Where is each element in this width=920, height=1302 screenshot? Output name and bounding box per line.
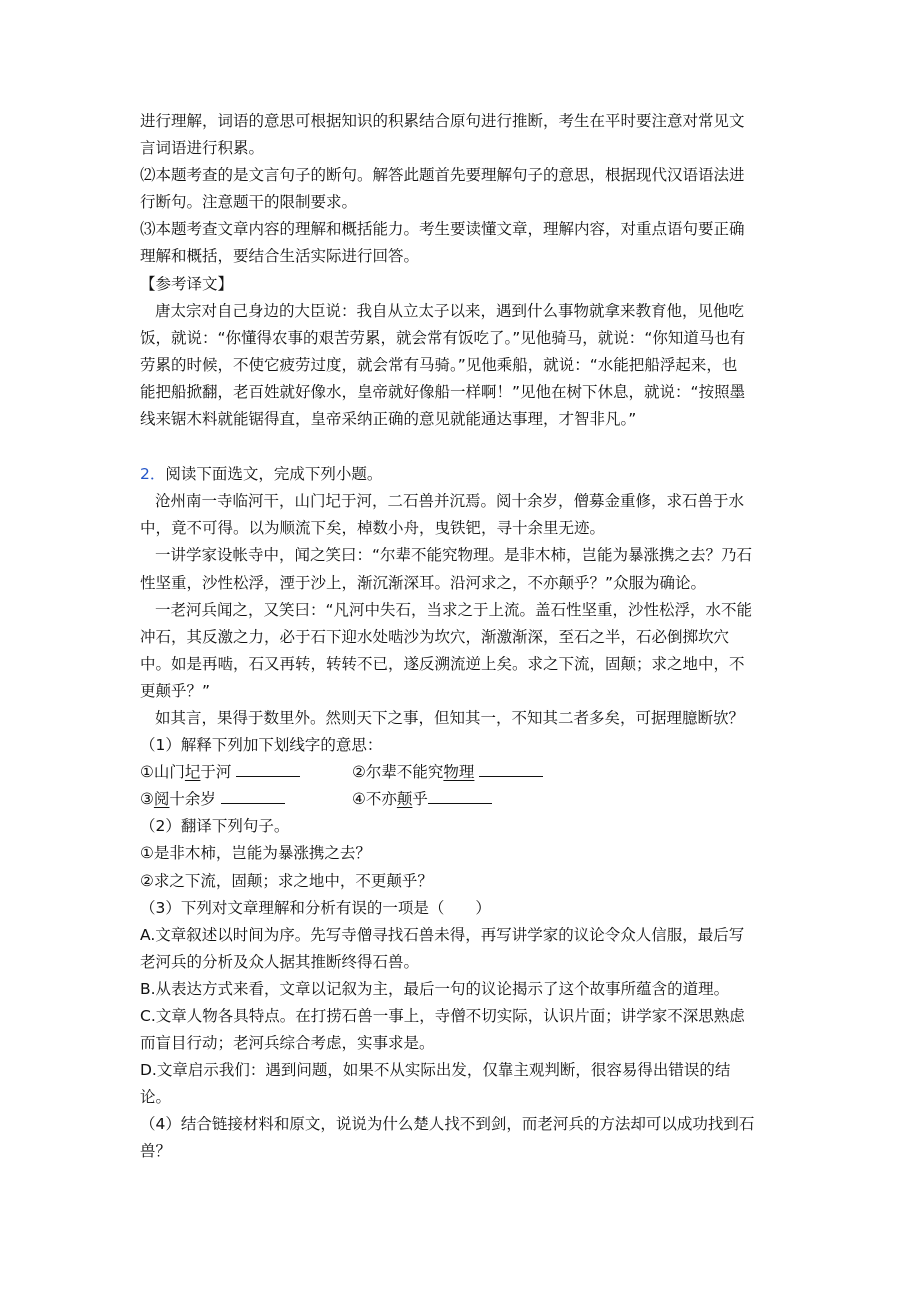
text-line: ⑶本题考查文章内容的理解和概括能力。考生要读懂文章，理解内容，对重点语句要正确 (140, 220, 745, 239)
text-line: 劳累的时候，不使它疲劳过度，就会常有马骑。”见他乘船，就说：“水能把船浮起来，也 (140, 355, 738, 374)
translate-item: ①是非木柿，岂能为暴涨携之去？ (140, 844, 371, 863)
text-line: 能把船掀翻，老百姓就好像水，皇帝就好像船一样啊！”见他在树下休息，就说：“按照墨 (140, 382, 746, 401)
text-line: 线来锯木料就能锯得直，皇帝采纳正确的意见就能通达事理，才智非凡。” (140, 410, 637, 429)
text-line: 言词语进行积累。 (140, 139, 265, 158)
question-number: 2． (140, 465, 166, 484)
question-prompt (140, 461, 784, 488)
vocab-text: ④不亦 (352, 790, 397, 809)
text-line: 饭，就说：“你懂得农事的艰苦劳累，就会常有饭吃了。”见他骑马，就说：“你知道马也有 (140, 328, 746, 347)
translation-heading: 【参考译文】 (140, 274, 234, 293)
underlined-word: 物理 (443, 763, 475, 782)
text-line: 进行理解，词语的意思可根据知识的积累结合原句进行推断，考生在平时要注意对常见文 (140, 112, 745, 130)
answer-blank[interactable] (221, 787, 285, 804)
text-line: ⑵本题考查的是文言句子的断句。解答此题首先要理解句子的意思，根据现代汉语语法进 (140, 166, 745, 185)
text-line: 中，竟不可得。以为顺流下矣，棹数小舟，曳铁钯，寻十余里无迹。 (140, 519, 606, 538)
vocab-item (352, 786, 492, 813)
question-2 (140, 461, 784, 1165)
option-a[interactable]: A.文章叙述以时间为序。先写寺僧寻找石兽未得，再写讲学家的议论令众人信服，最后写 (140, 925, 745, 944)
vocab-text: 乎 (412, 790, 428, 809)
text-line: 更颠乎？” (140, 681, 211, 700)
underlined-word: 阅 (153, 790, 170, 809)
text-line: 沧州南一寺临河干，山门圮于河，二石兽并沉焉。阅十余岁，僧募金重修，求石兽于水 (155, 492, 745, 511)
option-b[interactable]: B.从表达方式来看，文章以记叙为主，最后一句的议论揭示了这个故事所蕴含的道理。 (140, 979, 730, 998)
spacer (140, 433, 784, 461)
text-line: 理解和概括，要结合生活实际进行回答。 (140, 247, 420, 266)
text-line: 唐太宗对自己身边的大臣说：我自从立太子以来，遇到什么事物就拿来教育他，见他吃 (155, 301, 745, 320)
option-c[interactable]: C.文章人物各具特点。在打捞石兽一事上，寺僧不切实际，认识片面；讲学家不深思熟虑 (140, 1007, 745, 1025)
text-line: 行断句。注意题干的限制要求。 (140, 193, 358, 212)
vocab-text: ①山门 (140, 763, 185, 782)
document-page (140, 108, 784, 1166)
vocab-text: ③ (140, 790, 154, 809)
vocab-item (352, 759, 543, 786)
option-c-cont: 而盲目行动；老河兵综合考虑，实事求是。 (140, 1034, 435, 1053)
vocab-item (140, 786, 352, 813)
text-line: 冲石，其反激之力，必于石下迎水处啮沙为坎穴，渐激渐深，至石之半，石必倒掷坎穴 (140, 627, 730, 646)
text-line: 中。如是再啮，石又再转，转转不已，遂反溯流逆上矣。求之下流，固颠；求之地中，不 (140, 654, 745, 673)
underlined-word: 圮 (184, 763, 201, 782)
translation-section (140, 271, 784, 434)
sub-question-3-prompt: （3）下列对文章理解和分析有误的一项是（ ） (140, 898, 491, 917)
sub-question-4-prompt: （4）结合链接材料和原文，说说为什么楚人找不到剑，而老河兵的方法却可以成功找到石 (140, 1115, 755, 1134)
option-d-cont: 论。 (140, 1088, 172, 1107)
option-a-cont: 老河兵的分析及众人据其推断终得石兽。 (140, 952, 420, 971)
vocab-text: ②尔辈不能究 (352, 763, 444, 782)
sub-question-4-prompt-cont: 兽？ (140, 1142, 172, 1161)
sub-question-1-prompt: （1）解释下列加下划线字的意思： (140, 736, 383, 755)
vocab-item (140, 759, 352, 786)
sub-question-2-prompt: （2）翻译下列句子。 (140, 817, 290, 836)
passage (140, 488, 784, 732)
vocab-text: 十余岁 (169, 790, 221, 809)
translate-item: ②求之下流，固颠；求之地中，不更颠乎？ (140, 871, 433, 890)
question-prompt-text: 阅读下面选文，完成下列小题。 (165, 465, 383, 484)
vocab-row (140, 759, 784, 786)
analysis-section (140, 108, 784, 271)
answer-blank[interactable] (428, 787, 492, 804)
text-line: 一讲学家设帐寺中，闻之笑曰：“尔辈不能究物理。是非木柿，岂能为暴涨携之去？乃石 (155, 546, 753, 565)
answer-blank[interactable] (236, 760, 300, 777)
underlined-word: 颠 (396, 790, 413, 809)
option-d[interactable]: D.文章启示我们：遇到问题，如果不从实际出发，仅靠主观判断，很容易得出错误的结 (140, 1061, 731, 1080)
answer-blank[interactable] (479, 760, 543, 777)
vocab-text: 于河 (200, 763, 237, 782)
vocab-row (140, 786, 784, 813)
text-line: 如其言，果得于数里外。然则天下之事，但知其一，不知其二者多矣，可据理臆断欤？ (155, 708, 745, 727)
text-line: 一老河兵闻之，又笑曰：“凡河中失石，当求之于上流。盖石性坚重，沙性松浮，水不能 (155, 600, 753, 619)
text-line: 性坚重，沙性松浮，湮于沙上，渐沉渐深耳。沿河求之，不亦颠乎？”众服为确论。 (140, 573, 707, 592)
